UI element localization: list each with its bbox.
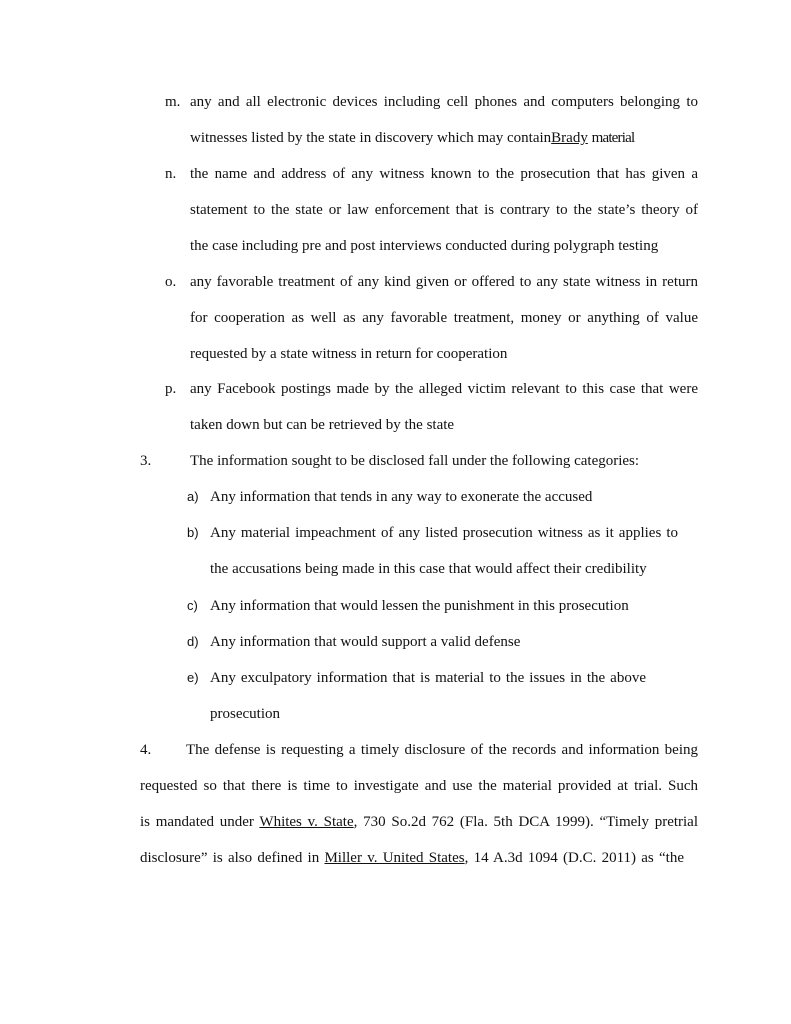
list-item-p-line-1: any Facebook postings made by the alleged victim relevant to this case that were <box>190 381 698 397</box>
list-marker: p. <box>165 381 177 397</box>
sub-item-c: Any information that would lessen the punishment in this prosecution <box>210 598 629 614</box>
list-item-m-line-1: any and all electronic devices including cell phones and computers belonging to <box>190 94 698 110</box>
paragraph-3-text: The information sought to be disclosed fall under the following categories: <box>190 453 640 469</box>
list-marker: m. <box>165 94 181 110</box>
list-item-o-line-2: for cooperation as well as any favorable treatment, money or anything of value <box>190 310 698 326</box>
list-item-n-line-1: the name and address of any witness known to the prosecution that has given a <box>190 166 698 182</box>
paragraph-4-line-4 <box>140 849 684 867</box>
paragraph-4-line-2: requested so that there is time to investigate and use the material provided at trial. Such <box>140 778 698 794</box>
paragraph-4-text: , 730 So.2d 762 (Fla. 5th DCA 1999). “Timely pretrial <box>353 814 699 830</box>
paragraph-4-line-3 <box>140 813 698 831</box>
paragraph-number: 3. <box>140 453 152 469</box>
list-item-m-line-2 <box>190 129 634 147</box>
paragraph-4-text: , 14 A.3d 1094 (D.C. 2011) as “the <box>464 850 684 866</box>
list-item-n-line-2: statement to the state or law enforcement that is contrary to the state’s theory of <box>190 202 698 218</box>
sub-item-marker: e) <box>187 670 199 685</box>
list-item-m-text: witnesses listed by the state in discovery which may contain <box>190 130 552 146</box>
paragraph-4-text: is mandated under <box>140 814 260 830</box>
list-item-n-line-3: the case including pre and post interviews conducted during polygraph testing <box>190 238 659 254</box>
list-marker: o. <box>165 274 177 290</box>
sub-item-marker: a) <box>187 489 199 504</box>
paragraph-4-text: disclosure” is also defined in <box>140 850 325 866</box>
list-item-o-line-3: requested by a state witness in return for cooperation <box>190 346 508 362</box>
paragraph-number: 4. <box>140 742 152 758</box>
sub-item-a: Any information that tends in any way to exonerate the accused <box>210 489 593 505</box>
sub-item-d: Any information that would support a valid defense <box>210 634 521 650</box>
sub-item-b-line-1: Any material impeachment of any listed prosecution witness as it applies to <box>210 525 678 541</box>
sub-item-b-line-2: the accusations being made in this case that would affect their credibility <box>210 561 647 577</box>
paragraph-4-line-1: The defense is requesting a timely disclosure of the records and information being <box>186 742 698 758</box>
sub-item-e-line-2: prosecution <box>210 706 280 722</box>
case-citation-miller: Miller v. United States <box>324 850 465 866</box>
sub-item-marker: b) <box>187 525 199 540</box>
sub-item-marker: d) <box>187 634 199 649</box>
list-item-o-line-1: any favorable treatment of any kind given or offered to any state witness in return <box>190 274 698 290</box>
sub-item-e-line-1: Any exculpatory information that is material to the issues in the above <box>210 670 646 686</box>
sub-item-marker: c) <box>187 598 198 613</box>
list-item-m-tail: material <box>591 130 635 146</box>
case-citation-whites: Whites v. State <box>259 814 354 830</box>
brady-case-reference: Brady <box>551 130 588 146</box>
list-item-p-line-2: taken down but can be retrieved by the state <box>190 417 455 433</box>
list-marker: n. <box>165 166 177 182</box>
